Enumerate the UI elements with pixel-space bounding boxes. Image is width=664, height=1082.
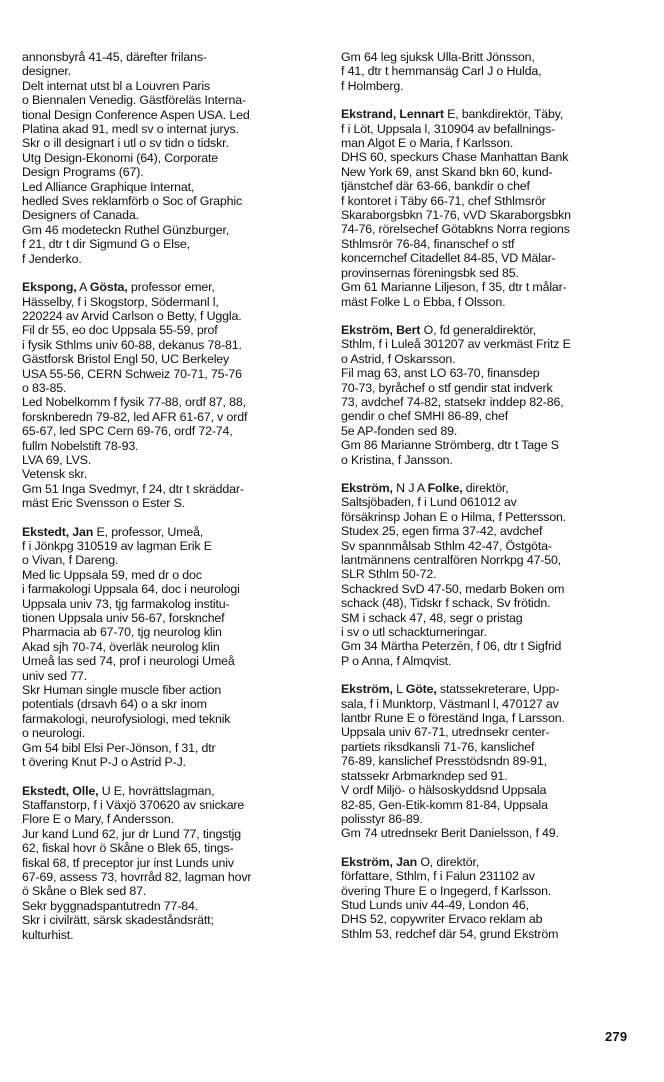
text-line [341, 783, 641, 797]
text-line [22, 899, 328, 913]
entry-text: mäst Eric Svensson o Ester S. [22, 496, 185, 511]
entry-text: o neurologi. [22, 726, 85, 741]
entry-heading: Ekstedt, Jan [22, 524, 94, 539]
entry-text: Saltsjöbaden, f i Lund 061012 av [341, 495, 517, 510]
entry-text: Uppsala univ 67-71, utrednsekr center- [341, 725, 550, 740]
entry-text: tional Design Conference Aspen USA. Led [22, 107, 250, 122]
entry-text: Sthlm 53, redchef där 54, grund Ekström [341, 926, 559, 941]
entry-spacer [22, 770, 328, 784]
entry-text: Staffanstorp, f i Växjö 370620 av snickare [22, 797, 245, 812]
text-line [22, 827, 328, 841]
entry-text: SLR Sthlm 50-72. [341, 567, 437, 582]
text-line [22, 539, 328, 553]
text-line [341, 337, 641, 351]
entry-text: forsknberedn 79-82, led AFR 61-67, v ordf [22, 409, 248, 424]
text-line [22, 381, 328, 395]
text-line [341, 754, 641, 768]
entry-text: Hässelby, f i Skogstorp, Södermanl l, [22, 294, 219, 309]
entry-text: Studex 25, egen firma 37-42, avdchef [341, 524, 543, 539]
entry-text: Pharmacia ab 67-70, tjg neurolog klin [22, 625, 222, 640]
entry-text: fullm Nobelstift 78-93. [22, 438, 139, 453]
text-line [22, 582, 328, 596]
text-line [341, 280, 641, 294]
page-number: 279 [605, 1029, 628, 1044]
entry-text: Design Programs (67). [22, 165, 144, 180]
text-line [22, 741, 328, 755]
entry-text: hedled Sves reklamförb o Soc of Graphic [22, 194, 243, 209]
text-line [341, 79, 641, 93]
text-line [341, 395, 641, 409]
entry-text: 67-69, assess 73, hovrråd 82, lagman hovr [22, 869, 252, 884]
text-line [341, 424, 641, 438]
entry-text: Sthlmsrör 76-84, finanschef o stf [341, 236, 515, 251]
entry-text: Fil dr 55, eo doc Uppsala 55-59, prof [22, 323, 218, 338]
entry-text: lantbr Rune E o föreständ Inga, f Larsson. [341, 711, 565, 726]
text-line [341, 50, 641, 64]
entry-text: övering Thure E o Ingegerd, f Karlsson. [341, 883, 552, 898]
entry-text: tionen Uppsala univ 56-67, forsknchef [22, 611, 225, 626]
text-line [22, 309, 328, 323]
text-line [341, 869, 641, 883]
entry-heading-name: Göte, [405, 682, 437, 697]
text-line [22, 625, 328, 639]
text-line [22, 812, 328, 826]
text-line [22, 338, 328, 352]
text-line [22, 697, 328, 711]
text-line [341, 222, 641, 236]
text-line [341, 481, 641, 495]
text-line [341, 539, 641, 553]
text-line [22, 525, 328, 539]
biography-entry [22, 280, 328, 511]
text-line [22, 654, 328, 668]
entry-text: koncernchef Citadellet 84-85, VD Mälar- [341, 251, 556, 266]
entry-text: E, professor, Umeå, [93, 524, 204, 539]
text-line [22, 165, 328, 179]
text-line [22, 568, 328, 582]
entry-text: Sthlm, f i Luleå 301207 av verkmäst Fritz E [341, 337, 571, 352]
text-line [341, 855, 641, 869]
entry-text: DHS 60, speckurs Chase Manhattan Bank [341, 150, 569, 165]
text-line [22, 122, 328, 136]
entry-text: Delt internat utst bl a Louvren Paris [22, 78, 210, 93]
text-line [22, 669, 328, 683]
left-column [22, 50, 328, 942]
text-line [341, 927, 641, 941]
entry-text: ö Skåne o Blek sed 87. [22, 884, 147, 899]
text-line [341, 179, 641, 193]
entry-text: Vetensk skr. [22, 467, 88, 482]
text-line [341, 510, 641, 524]
right-column [341, 50, 641, 941]
text-line [341, 208, 641, 222]
entry-text: partiets riksdkansli 71-76, kanslichef [341, 739, 535, 754]
entry-text: i fysik Sthlms univ 60-88, dekanus 78-81. [22, 337, 242, 352]
entry-text: f i Jönkpg 310519 av lagman Erik E [22, 539, 212, 553]
text-line [22, 870, 328, 884]
text-line [341, 453, 641, 467]
text-line [341, 596, 641, 610]
entry-text: Gm 86 Marianne Strömberg, dtr t Tage S [341, 438, 559, 453]
entry-text: 220224 av Arvid Carlson o Betty, f Uggla. [22, 308, 242, 323]
text-line [341, 352, 641, 366]
text-line [341, 826, 641, 840]
text-line [341, 165, 641, 179]
text-line [341, 438, 641, 452]
text-line [22, 108, 328, 122]
text-line [22, 424, 328, 438]
entry-heading: Ekström, Bert [341, 322, 421, 337]
entry-text: 76-89, kanslichef Presstödsndn 89-91, [341, 754, 547, 769]
entry-text: f Jenderko. [22, 251, 82, 266]
entry-text: o Biennalen Venedig. Gästföreläs Interna- [22, 93, 246, 108]
entry-text: schack (48), Tidskr f schack, Sv frötidn. [341, 596, 551, 611]
entry-text: Schackred SvD 47-50, medarb Boken om [341, 581, 565, 596]
text-line [341, 381, 641, 395]
entry-text: Akad sjh 70-74, överläk neurolog klin [22, 639, 220, 654]
biography-entry [22, 525, 328, 770]
biography-entry [341, 682, 641, 840]
text-line [341, 625, 641, 639]
entry-text: Utg Design-Ekonomi (64), Corporate [22, 150, 218, 165]
entry-text: mäst Folke L o Ebba, f Olsson. [341, 294, 506, 309]
entry-text: O, fd generaldirektör, [420, 322, 537, 337]
entry-text: man Algot E o Maria, f Karlsson. [341, 136, 514, 151]
entry-text: f 41, dtr t hemmansäg Carl J o Hulda, [341, 64, 542, 79]
entry-text: professor emer, [127, 280, 215, 295]
text-line [341, 812, 641, 826]
biography-entry [22, 50, 328, 266]
entry-text: LVA 69, LVS. [22, 452, 92, 467]
text-line [341, 898, 641, 912]
entry-text: i farmakologi Uppsala 64, doc i neurologi [22, 582, 240, 597]
entry-text: försäkrinsp Johan E o Hilma, f Pettersson. [341, 509, 567, 524]
entry-text: U E, hovrättslagman, [98, 783, 215, 798]
text-line [22, 640, 328, 654]
entry-text: designer. [22, 64, 71, 79]
text-line [341, 295, 641, 309]
entry-heading: Ekstedt, Olle, [22, 783, 99, 798]
text-line [22, 367, 328, 381]
entry-text: statssekreterare, Upp- [436, 682, 560, 697]
entry-heading-name: Folke, [427, 480, 463, 495]
text-line [341, 567, 641, 581]
entry-text: New York 69, anst Skand bkn 60, kund- [341, 164, 553, 179]
text-line [22, 64, 328, 78]
text-line [22, 496, 328, 510]
entry-text: potentials (drsavh 64) o a skr inom [22, 697, 207, 712]
biography-entry [341, 855, 641, 941]
entry-text: Flore E o Mary, f Andersson. [22, 812, 174, 827]
entry-spacer [341, 93, 641, 107]
entry-text: o Astrid, f Oskarsson. [341, 351, 456, 366]
text-line [22, 712, 328, 726]
text-line [341, 769, 641, 783]
entry-text: Gästforsk Bristol Engl 50, UC Berkeley [22, 352, 230, 367]
entry-text: Skr Human single muscle fiber action [22, 683, 222, 698]
entry-text: Jur kand Lund 62, jur dr Lund 77, tingstjg [22, 826, 241, 841]
text-line [22, 553, 328, 567]
entry-text: tjänstchef där 63-66, bankdir o chef [341, 179, 530, 194]
text-line [22, 913, 328, 927]
text-line [22, 841, 328, 855]
entry-text: f kontoret i Täby 66-71, chef Sthlmsrör [341, 193, 546, 208]
entry-text: Stud Lunds univ 44-49, London 46, [341, 897, 529, 912]
text-line [22, 439, 328, 453]
text-line [22, 683, 328, 697]
text-line [341, 409, 641, 423]
entry-text: farmakologi, neurofysiologi, med teknik [22, 711, 231, 726]
text-line [341, 194, 641, 208]
entry-text: Med lic Uppsala 59, med dr o doc [22, 567, 202, 582]
entry-spacer [341, 841, 641, 855]
biography-entry [341, 50, 641, 93]
text-line [22, 884, 328, 898]
text-line [22, 453, 328, 467]
text-line [341, 682, 641, 696]
text-line [22, 726, 328, 740]
entry-text: o 83-85. [22, 380, 67, 395]
entry-text: fiskal 68, tf preceptor jur inst Lunds univ [22, 855, 234, 870]
entry-text: Umeå las sed 74, prof i neurologi Umeå [22, 654, 235, 669]
text-line [341, 553, 641, 567]
entry-text: Skr i civilrätt, särsk skadeståndsrätt; [22, 913, 214, 928]
entry-text: Designers of Canada. [22, 208, 139, 223]
entry-text: Gm 54 bibl Elsi Per-Jönson, f 31, dtr [22, 740, 216, 755]
text-line [22, 482, 328, 496]
entry-text: t övering Knut P-J o Astrid P-J. [22, 755, 186, 770]
entry-text: Platina akad 91, medl sv o internat jurys. [22, 122, 239, 137]
entry-spacer [22, 266, 328, 280]
entry-text: DHS 52, copywriter Ervaco reklam ab [341, 912, 543, 927]
text-line [22, 611, 328, 625]
text-line [341, 150, 641, 164]
text-line [341, 495, 641, 509]
entry-text: Gm 46 modeteckn Ruthel Günzburger, [22, 222, 230, 237]
entry-text: sala, f i Munktorp, Västmanl l, 470127 av [341, 696, 559, 711]
entry-text: 65-67, led SPC Cern 69-76, ordf 72-74, [22, 424, 233, 439]
text-line [341, 611, 641, 625]
entry-text: Skr o ill designart i utl o sv tidn o tidskr. [22, 136, 229, 151]
entry-text: o Kristina, f Jansson. [341, 452, 453, 467]
entry-text: Gm 74 utrednsekr Berit Danielsson, f 49. [341, 826, 559, 841]
text-line [22, 410, 328, 424]
entry-text: f Holmberg. [341, 78, 404, 93]
entry-text: polisstyr 86-89. [341, 811, 423, 826]
entry-text: Gm 64 leg sjuksk Ulla-Britt Jönsson, [341, 50, 535, 64]
text-line [341, 122, 641, 136]
text-line [22, 784, 328, 798]
entry-text: f 21, dtr t dir Sigmund G o Else, [22, 237, 190, 252]
text-line [341, 884, 641, 898]
biography-entry [341, 107, 641, 309]
text-line [341, 582, 641, 596]
entry-text: USA 55-56, CERN Schweiz 70-71, 75-76 [22, 366, 242, 381]
text-line [22, 79, 328, 93]
entry-text: i sv o utl schackturneringar. [341, 625, 487, 640]
entry-text: P o Anna, f Almqvist. [341, 653, 452, 668]
text-line [341, 912, 641, 926]
entry-text: Led Alliance Graphique Internat, [22, 179, 195, 194]
text-line [22, 180, 328, 194]
entry-text: Sekr byggnadspantutredn 77-84. [22, 898, 198, 913]
entry-heading: Ekspong, [22, 280, 77, 295]
text-line [341, 654, 641, 668]
text-line [22, 323, 328, 337]
text-line [341, 711, 641, 725]
entry-text: författare, Sthlm, f i Falun 231102 av [341, 869, 535, 884]
text-line [341, 740, 641, 754]
text-line [341, 524, 641, 538]
text-line [22, 395, 328, 409]
text-line [341, 725, 641, 739]
entry-spacer [341, 467, 641, 481]
text-line [22, 151, 328, 165]
entry-heading-name: Gösta, [89, 280, 128, 295]
entry-text: 73, avdchef 74-82, statsekr inddep 82-86, [341, 394, 564, 409]
entry-text: kulturhist. [22, 927, 74, 942]
biography-entry [341, 323, 641, 467]
text-line [22, 597, 328, 611]
entry-spacer [341, 668, 641, 682]
text-line [22, 194, 328, 208]
entry-initials: A [76, 280, 90, 295]
entry-initials: N J A [392, 480, 428, 495]
entry-text: Gm 61 Marianne Liljeson, f 35, dtr t målar- [341, 280, 567, 295]
biography-entry [22, 784, 328, 942]
text-line [22, 136, 328, 150]
text-line [22, 50, 328, 64]
text-line [22, 208, 328, 222]
text-line [22, 928, 328, 942]
entry-spacer [341, 309, 641, 323]
entry-text: lantmännens centralfören Norrkpg 47-50, [341, 553, 562, 567]
text-line [22, 856, 328, 870]
text-line [341, 323, 641, 337]
text-line [22, 252, 328, 266]
entry-heading: Ekström, Jan [341, 854, 418, 869]
text-line [22, 798, 328, 812]
entry-text: f i Löt, Uppsala l, 310904 av befallnings- [341, 121, 556, 136]
text-line [341, 107, 641, 121]
text-line [341, 366, 641, 380]
entry-text: 70-73, byråchef o stf gendir stat indverk [341, 380, 553, 395]
entry-text: univ sed 77. [22, 668, 88, 683]
entry-text: Gm 51 Inga Svedmyr, f 24, dtr t skräddar- [22, 481, 244, 496]
text-line [22, 237, 328, 251]
entry-text: E, bankdirektör, Täby, [443, 107, 564, 122]
entry-initials: L [392, 682, 406, 697]
text-line [341, 697, 641, 711]
text-line [341, 798, 641, 812]
entry-spacer [22, 511, 328, 525]
entry-text: o Vivan, f Dareng. [22, 553, 119, 568]
text-line [341, 64, 641, 78]
entry-text: O, direktör, [417, 854, 480, 869]
entry-text: 62, fiskal hovr ö Skåne o Blek 65, tings- [22, 841, 234, 856]
text-line [341, 136, 641, 150]
text-line [22, 755, 328, 769]
text-line [22, 352, 328, 366]
entry-text: Sv spannmålsab Sthlm 42-47, Östgöta- [341, 538, 552, 553]
entry-heading: Ekstrand, Lennart [341, 107, 444, 122]
entry-text: SM i schack 47, 48, segr o pristag [341, 610, 523, 625]
text-line [22, 93, 328, 107]
entry-text: gendir o chef SMHI 86-89, chef [341, 409, 508, 424]
entry-heading: Ekström, [341, 682, 393, 697]
entry-text: Gm 34 Märtha Peterzén, f 06, dtr t Sigfrid [341, 639, 562, 654]
entry-text: annonsbyrå 41-45, därefter frilans- [22, 50, 207, 64]
entry-text: Led Nobelkomm f fysik 77-88, ordf 87, 88, [22, 395, 246, 410]
entry-text: Uppsala univ 73, tjg farmakolog institu- [22, 596, 230, 611]
entry-heading: Ekström, [341, 480, 393, 495]
entry-text: statssekr Arbmarkndep sed 91. [341, 768, 508, 783]
biography-entry [341, 481, 641, 668]
text-line [22, 467, 328, 481]
entry-text: provinsernas föreningsbk sed 85. [341, 265, 519, 280]
text-line [341, 237, 641, 251]
entry-text: 5e AP-fonden sed 89. [341, 423, 458, 438]
entry-text: Fil mag 63, anst LO 63-70, finansdep [341, 366, 540, 381]
text-line [22, 295, 328, 309]
text-line [341, 266, 641, 280]
entry-text: V ordf Miljö- o hälsoskyddsnd Uppsala [341, 783, 547, 798]
entry-text: Skaraborgsbkn 71-76, vVD Skaraborgsbkn [341, 208, 571, 223]
text-line [22, 223, 328, 237]
text-line [22, 280, 328, 294]
entry-text: 74-76, rörelsechef Götabkns Norra regions [341, 222, 570, 237]
entry-text: 82-85, Gen-Etik-komm 81-84, Uppsala [341, 797, 548, 812]
text-line [341, 251, 641, 265]
entry-text: direktör, [462, 480, 509, 495]
text-line [341, 639, 641, 653]
